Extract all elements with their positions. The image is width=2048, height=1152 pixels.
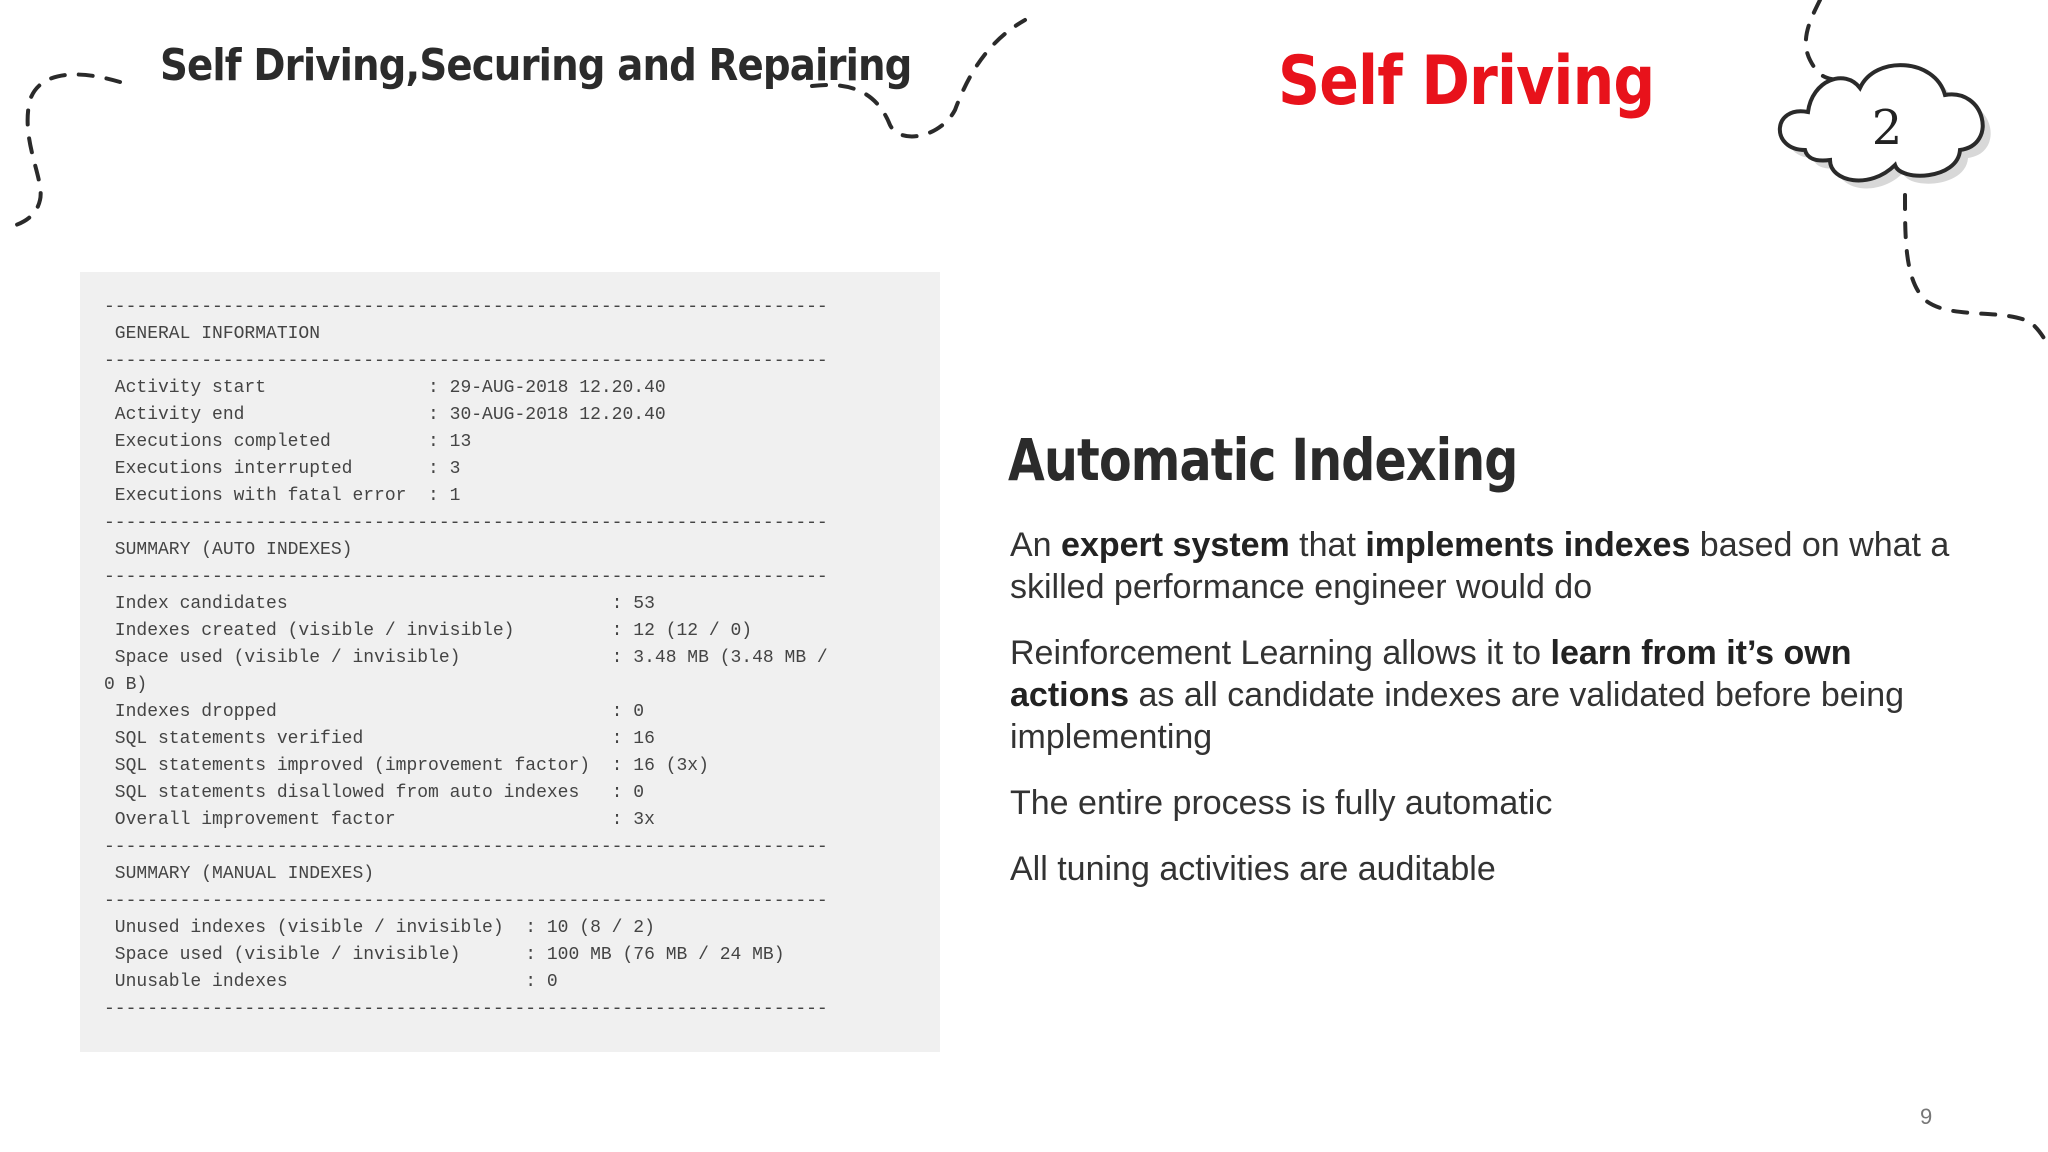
report-line: ------------------------------------------------------------------- [104, 891, 828, 911]
paragraph-reinforcement-learning [1010, 632, 1950, 758]
report-line: Executions interrupted : 3 [104, 459, 461, 479]
report-line: Unused indexes (visible / invisible) : 10 (8 / 2) [104, 918, 655, 938]
report-line: SUMMARY (MANUAL INDEXES) [104, 864, 375, 884]
text-run: as all candidate indexes are validated before being implementing [1010, 676, 1905, 756]
text-run: that [1289, 526, 1366, 564]
section-heading: Automatic Indexing [1008, 426, 1518, 494]
bold-text: learn from it’s own actions [1010, 634, 1852, 714]
text-run: An [1010, 526, 1062, 564]
report-line: ------------------------------------------------------------------- [104, 513, 828, 533]
text-run: Reinforcement Learning allows it to [1010, 634, 1551, 672]
auto-index-report-text [104, 294, 828, 1023]
report-line: ------------------------------------------------------------------- [104, 999, 828, 1019]
report-line: Overall improvement factor : 3x [104, 810, 655, 830]
paragraph-expert-system [1010, 524, 1950, 608]
text-run: based on what a skilled performance engineer would do [1010, 526, 1950, 606]
bold-text: expert system [1061, 526, 1290, 564]
report-line: ------------------------------------------------------------------- [104, 297, 828, 317]
report-line: Indexes dropped : 0 [104, 702, 645, 722]
paragraph-fully-automatic: The entire process is fully automatic [1010, 784, 1553, 822]
report-line: Activity start : 29-AUG-2018 12.20.40 [104, 378, 666, 398]
section-number: 2 [1871, 100, 1903, 156]
report-line: Space used (visible / invisible) : 100 MB (76 MB / 24 MB) [104, 945, 785, 965]
report-line: Index candidates : 53 [104, 594, 655, 614]
report-line: Executions completed : 13 [104, 432, 472, 452]
report-line: SQL statements improved (improvement factor) : 16 (3x) [104, 756, 709, 776]
report-line: Unusable indexes : 0 [104, 972, 558, 992]
page-number: 9 [1920, 1104, 1933, 1129]
report-line: SQL statements disallowed from auto indexes : 0 [104, 783, 645, 803]
report-line: 0 B) [104, 675, 148, 695]
slide-title: Self Driving [1278, 42, 1655, 121]
report-line: Space used (visible / invisible) : 3.48 MB (3.48 MB / [104, 648, 828, 668]
report-line: SUMMARY (AUTO INDEXES) [104, 540, 353, 560]
report-line: GENERAL INFORMATION [104, 324, 321, 344]
bold-text: implements indexes [1365, 526, 1691, 564]
auto-index-report-panel [80, 272, 940, 1052]
description-text [1010, 524, 1950, 914]
report-line: ------------------------------------------------------------------- [104, 837, 828, 857]
report-line: Indexes created (visible / invisible) : 12 (12 / 0) [104, 621, 753, 641]
report-line: Executions with fatal error : 1 [104, 486, 461, 506]
report-line: SQL statements verified : 16 [104, 729, 655, 749]
report-line: ------------------------------------------------------------------- [104, 567, 828, 587]
paragraph-auditable: All tuning activities are auditable [1010, 850, 1496, 888]
report-line: Activity end : 30-AUG-2018 12.20.40 [104, 405, 666, 425]
header-title: Self Driving,Securing and Repairing [160, 40, 912, 91]
report-line: ------------------------------------------------------------------- [104, 351, 828, 371]
